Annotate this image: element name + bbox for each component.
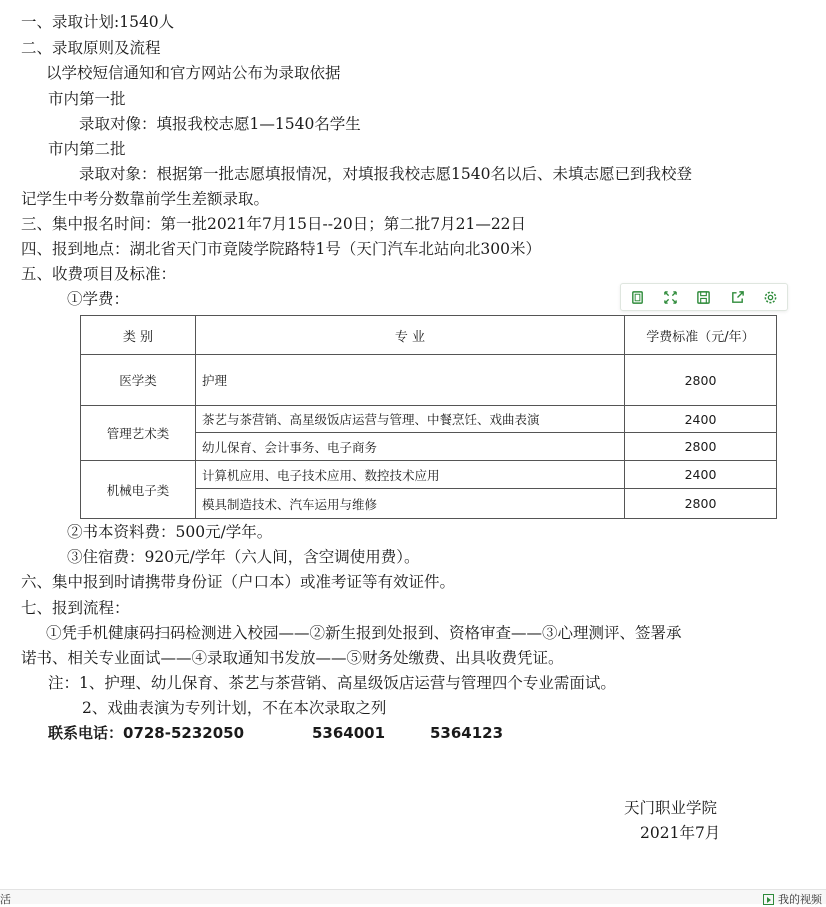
major-cell: 计算机应用、电子技术应用、数控技术应用 bbox=[196, 461, 625, 489]
header-major: 专 业 bbox=[196, 316, 625, 355]
table-header-row bbox=[81, 316, 777, 355]
copy-icon[interactable] bbox=[628, 287, 648, 307]
table-toolbar bbox=[620, 283, 788, 311]
batch-1-target: 录取对像：填报我校志愿1—1540名学生 bbox=[79, 115, 361, 133]
note-1: 注：1、护理、幼儿保育、茶艺与茶营销、高星级饭店运营与管理四个专业需面试。 bbox=[48, 674, 616, 692]
header-category: 类 别 bbox=[81, 316, 196, 355]
dorm-fee: ③住宿费：920元/学年（六人间，含空调使用费）。 bbox=[67, 548, 420, 566]
major-cell: 护理 bbox=[196, 355, 625, 406]
fee-cell: 2800 bbox=[625, 355, 777, 406]
table-row bbox=[81, 355, 777, 406]
fee-cell: 2400 bbox=[625, 406, 777, 433]
batch-1-title: 市内第一批 bbox=[48, 90, 126, 108]
section-6: 六、集中报到时请携带身份证（户口本）或准考证等有效证件。 bbox=[21, 573, 456, 591]
major-cell: 幼儿保育、会计事务、电子商务 bbox=[196, 433, 625, 461]
fee-cell: 2800 bbox=[625, 433, 777, 461]
tuition-label: ①学费： bbox=[67, 290, 130, 308]
contact-phone: 联系电话：0728-5232050 bbox=[48, 724, 245, 742]
batch-2-target: 录取对象：根据第一批志愿填报情况，对填报我校志愿1540名以后、未填志愿已到我校登 bbox=[79, 165, 692, 183]
header-fee: 学费标准（元/年） bbox=[625, 316, 777, 355]
fee-cell: 2400 bbox=[625, 461, 777, 489]
process-steps-cont: 诺书、相关专业面试——④录取通知书发放——⑤财务处缴费、出具收费凭证。 bbox=[21, 649, 564, 667]
fee-cell: 2800 bbox=[625, 489, 777, 519]
section-1: 一、录取计划:1540人 bbox=[21, 13, 175, 31]
process-steps: ①凭手机健康码扫码检测进入校园——②新生报到处报到、资格审查——③心理测评、签署承 bbox=[46, 624, 682, 642]
book-fee: ②书本资料费：500元/学年。 bbox=[67, 523, 273, 541]
major-cell: 茶艺与茶营销、高星级饭店运营与管理、中餐烹饪、戏曲表演 bbox=[196, 406, 625, 433]
principle-text: 以学校短信通知和官方网站公布为录取依据 bbox=[46, 64, 341, 82]
table-row bbox=[81, 461, 777, 489]
major-cell: 模具制造技术、汽车运用与维修 bbox=[196, 489, 625, 519]
signature-date: 2021年7月 bbox=[640, 824, 721, 842]
section-3: 三、集中报名时间：第一批2021年7月15日--20日；第二批7月21—22日 bbox=[21, 215, 527, 233]
contact-phone-3: 5364123 bbox=[430, 724, 504, 742]
section-2: 二、录取原则及流程 bbox=[21, 39, 161, 57]
contact-phone-2: 5364001 bbox=[312, 724, 386, 742]
signature-org: 天门职业学院 bbox=[624, 799, 718, 817]
settings-icon[interactable] bbox=[760, 287, 780, 307]
category-cell: 医学类 bbox=[81, 355, 196, 406]
share-icon[interactable] bbox=[727, 287, 747, 307]
bottom-left-text: 活 bbox=[0, 893, 11, 906]
section-7: 七、报到流程： bbox=[21, 599, 130, 617]
bottom-bar bbox=[0, 889, 826, 904]
expand-icon[interactable] bbox=[661, 287, 681, 307]
section-5: 五、收费项目及标准： bbox=[21, 265, 177, 283]
category-cell: 管理艺术类 bbox=[81, 406, 196, 461]
note-2: 2、戏曲表演为专列计划，不在本次录取之列 bbox=[82, 699, 387, 717]
tuition-table bbox=[80, 315, 777, 519]
batch-2-target-cont: 记学生中考分数靠前学生差额录取。 bbox=[21, 190, 270, 208]
section-4: 四、报到地点：湖北省天门市竟陵学院路特1号（天门汽车北站向北300米） bbox=[21, 240, 541, 258]
save-icon[interactable] bbox=[694, 287, 714, 307]
batch-2-title: 市内第二批 bbox=[48, 140, 126, 158]
table-row bbox=[81, 406, 777, 433]
my-videos-label: 我的视频 bbox=[778, 893, 822, 906]
category-cell: 机械电子类 bbox=[81, 461, 196, 519]
my-videos-link[interactable] bbox=[763, 891, 822, 907]
